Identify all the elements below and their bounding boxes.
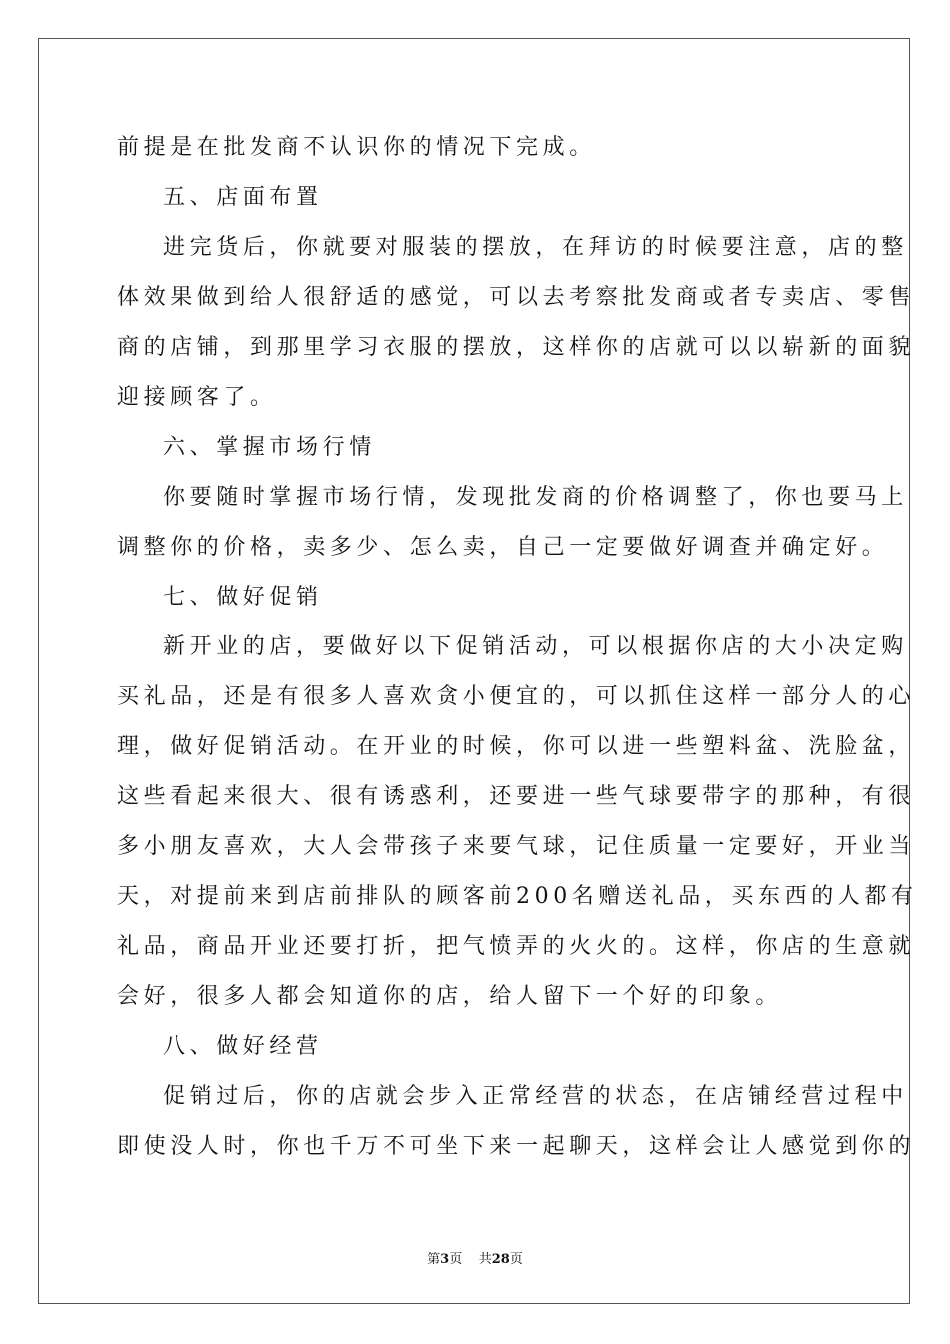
paragraph-line: 即使没人时，你也千万不可坐下来一起聊天，这样会让人感觉到你的 bbox=[117, 1134, 916, 1159]
paragraph-line: 商的店铺，到那里学习衣服的摆放，这样你的店就可以以崭新的面貌 bbox=[117, 335, 916, 360]
section-heading: 八、做好经营 bbox=[163, 1034, 323, 1059]
section-heading: 五、店面布置 bbox=[163, 185, 323, 210]
paragraph-line: 理，做好促销活动。在开业的时候，你可以进一些塑料盆、洗脸盆， bbox=[117, 734, 916, 759]
paragraph-line: 体效果做到给人很舒适的感觉，可以去考察批发商或者专卖店、零售 bbox=[117, 285, 916, 310]
paragraph-line: 进完货后，你就要对服装的摆放，在拜访的时候要注意，店的整 bbox=[163, 235, 908, 260]
page-label-prefix: 第 bbox=[427, 1252, 441, 1267]
paragraph-line: 新开业的店，要做好以下促销活动，可以根据你店的大小决定购 bbox=[163, 634, 908, 659]
total-label-prefix: 共 bbox=[478, 1252, 492, 1267]
paragraph-line: 迎接顾客了。 bbox=[117, 385, 277, 410]
paragraph-line: 天，对提前来到店前排队的顾客前200名赠送礼品，买东西的人都有 bbox=[117, 884, 918, 909]
total-pages: 28 bbox=[491, 1252, 510, 1267]
page-frame bbox=[38, 38, 918, 1304]
paragraph-line: 多小朋友喜欢，大人会带孩子来要气球，记住质量一定要好，开业当 bbox=[117, 834, 916, 859]
paragraph-line: 会好，很多人都会知道你的店，给人留下一个好的印象。 bbox=[117, 984, 783, 1009]
paragraph-line: 前提是在批发商不认识你的情况下完成。 bbox=[117, 135, 596, 160]
section-heading: 七、做好促销 bbox=[163, 585, 323, 610]
paragraph-line: 调整你的价格，卖多少、怎么卖，自己一定要做好调查并确定好。 bbox=[117, 535, 889, 560]
page-number: 3 bbox=[440, 1252, 450, 1267]
paragraph-line: 买礼品，还是有很多人喜欢贪小便宜的，可以抓住这样一部分人的心 bbox=[117, 684, 916, 709]
paragraph-line: 你要随时掌握市场行情，发现批发商的价格调整了，你也要马上 bbox=[163, 485, 908, 510]
paragraph-line: 礼品，商品开业还要打折，把气愤弄的火火的。这样，你店的生意就 bbox=[117, 934, 916, 959]
paragraph-line: 促销过后，你的店就会步入正常经营的状态，在店铺经营过程中 bbox=[163, 1084, 908, 1109]
section-heading: 六、掌握市场行情 bbox=[163, 435, 376, 460]
total-label-suffix: 页 bbox=[509, 1252, 523, 1267]
page-footer bbox=[0, 1248, 950, 1267]
paragraph-line: 这些看起来很大、很有诱惑利，还要进一些气球要带字的那种，有很 bbox=[117, 784, 916, 809]
page-label-suffix: 页 bbox=[449, 1252, 463, 1267]
